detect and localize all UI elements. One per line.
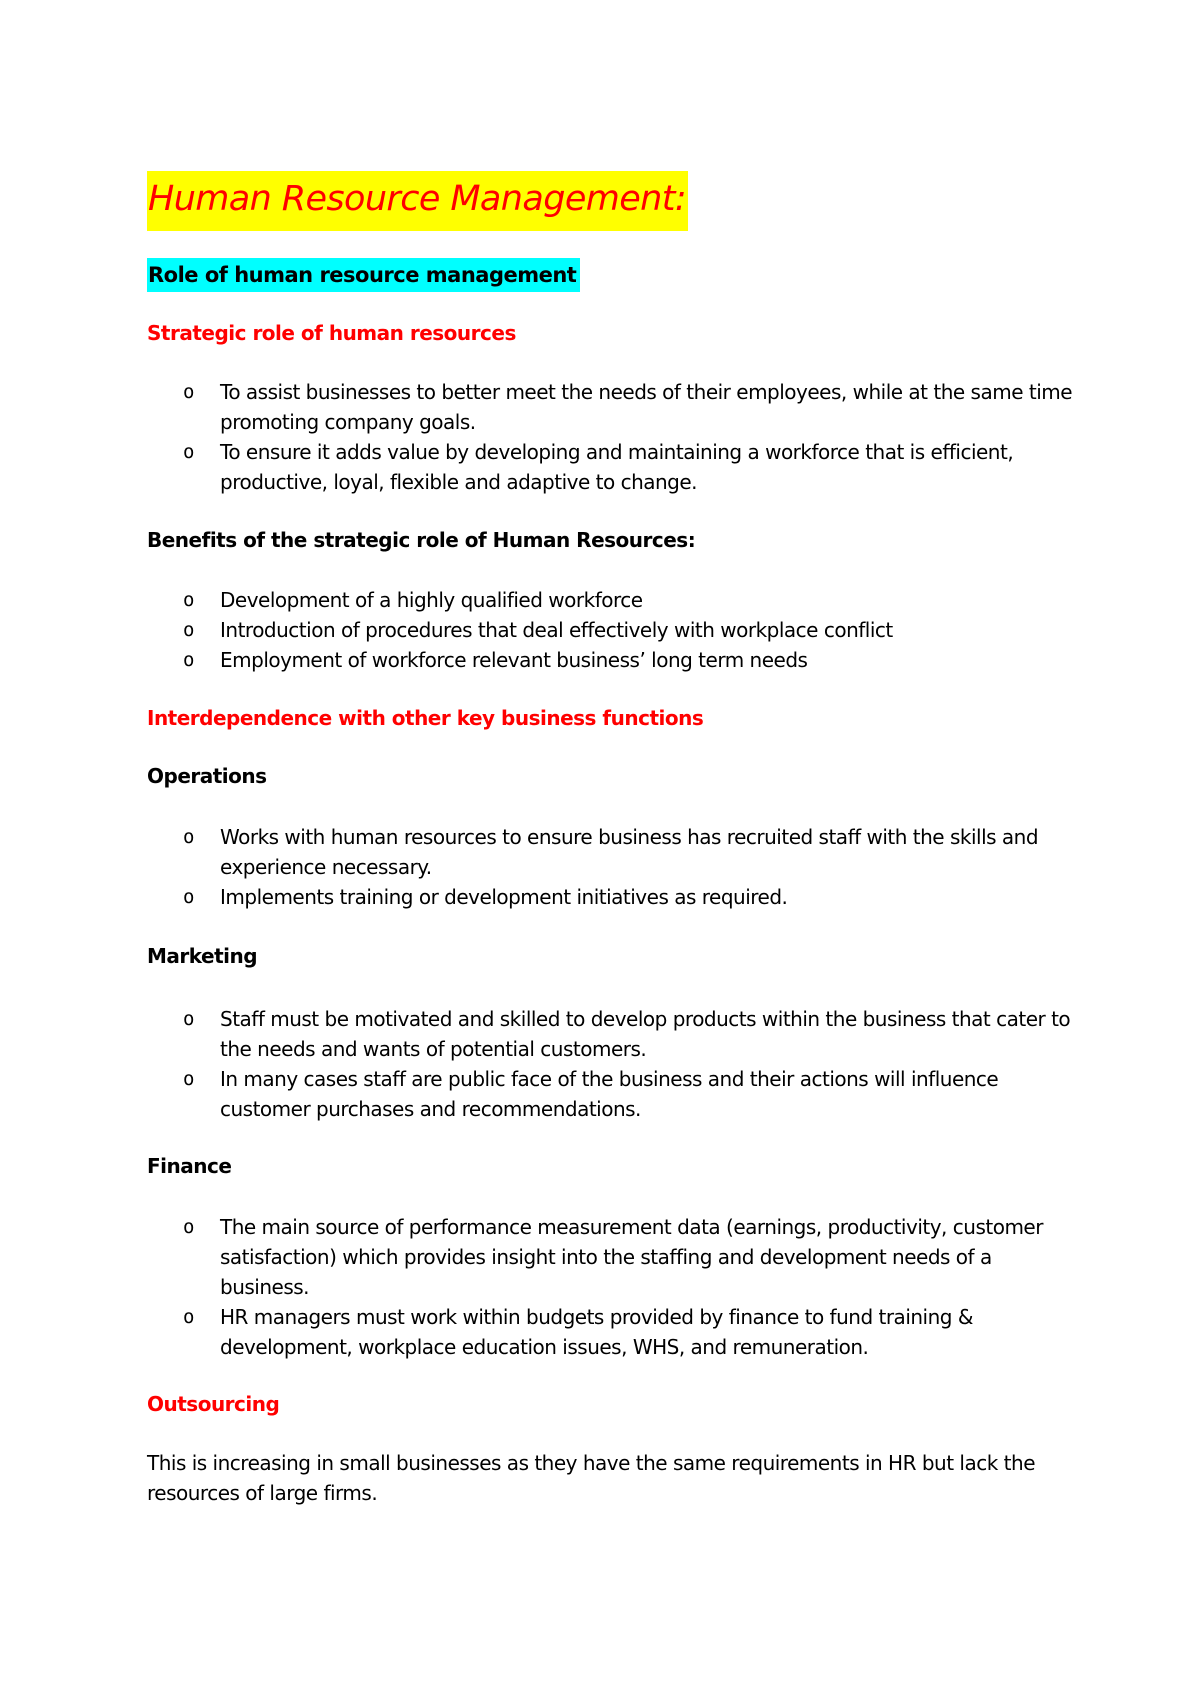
list-benefits [147,585,1077,675]
bullet-icon: o [183,589,194,611]
bullet-icon: o [183,1216,194,1238]
bullet-icon: o [183,1306,194,1328]
bullet-icon: o [183,381,194,403]
heading-benefits: Benefits of the strategic role of Human Resources: [147,528,696,552]
bullet-icon: o [183,886,194,908]
list-item: o Implements training or development initiatives as required. [147,882,1077,912]
heading-marketing: Marketing [147,944,258,968]
section-subtitle: Role of human resource management [147,258,580,292]
list-item: o HR managers must work within budgets provided by finance to fund training & development, workplace education issues, WHS, and remuneration. [147,1302,1077,1362]
list-item: o Works with human resources to ensure business has recruited staff with the skills and experience necessary. [147,822,1077,882]
list-item: o Development of a highly qualified workforce [147,585,1077,615]
list-item: o Introduction of procedures that deal effectively with workplace conflict [147,615,1077,645]
list-item: o In many cases staff are public face of the business and their actions will influence customer purchases and recommendations. [147,1064,1077,1124]
list-item: o Staff must be motivated and skilled to develop products within the business that cater to the needs and wants of potential customers. [147,1004,1077,1064]
list-item: o To assist businesses to better meet the needs of their employees, while at the same time promoting company goals. [147,377,1077,437]
bullet-icon: o [183,826,194,848]
bullet-icon: o [183,1008,194,1030]
heading-strategic: Strategic role of human resources [147,321,516,345]
heading-finance: Finance [147,1154,232,1178]
document-title: Human Resource Management: [147,171,688,231]
heading-outsourcing: Outsourcing [147,1392,280,1416]
list-marketing [147,1004,1077,1124]
list-finance [147,1212,1077,1362]
list-item: o To ensure it adds value by developing and maintaining a workforce that is efficient, productive, loyal, flexible and adaptive to change. [147,437,1077,497]
bullet-icon: o [183,441,194,463]
bullet-icon: o [183,1068,194,1090]
heading-operations: Operations [147,764,267,788]
list-item: o The main source of performance measurement data (earnings, productivity, customer satisfaction) which provides insight into the staffing and development needs of a business. [147,1212,1077,1302]
bullet-icon: o [183,649,194,671]
outsourcing-text: This is increasing in small businesses as they have the same requirements in HR but lack the resources of large firms. [147,1451,1035,1505]
list-item: o Employment of workforce relevant business’ long term needs [147,645,1077,675]
heading-interdependence: Interdependence with other key business functions [147,706,704,730]
bullet-icon: o [183,619,194,641]
list-strategic [147,377,1077,497]
list-operations [147,822,1077,912]
